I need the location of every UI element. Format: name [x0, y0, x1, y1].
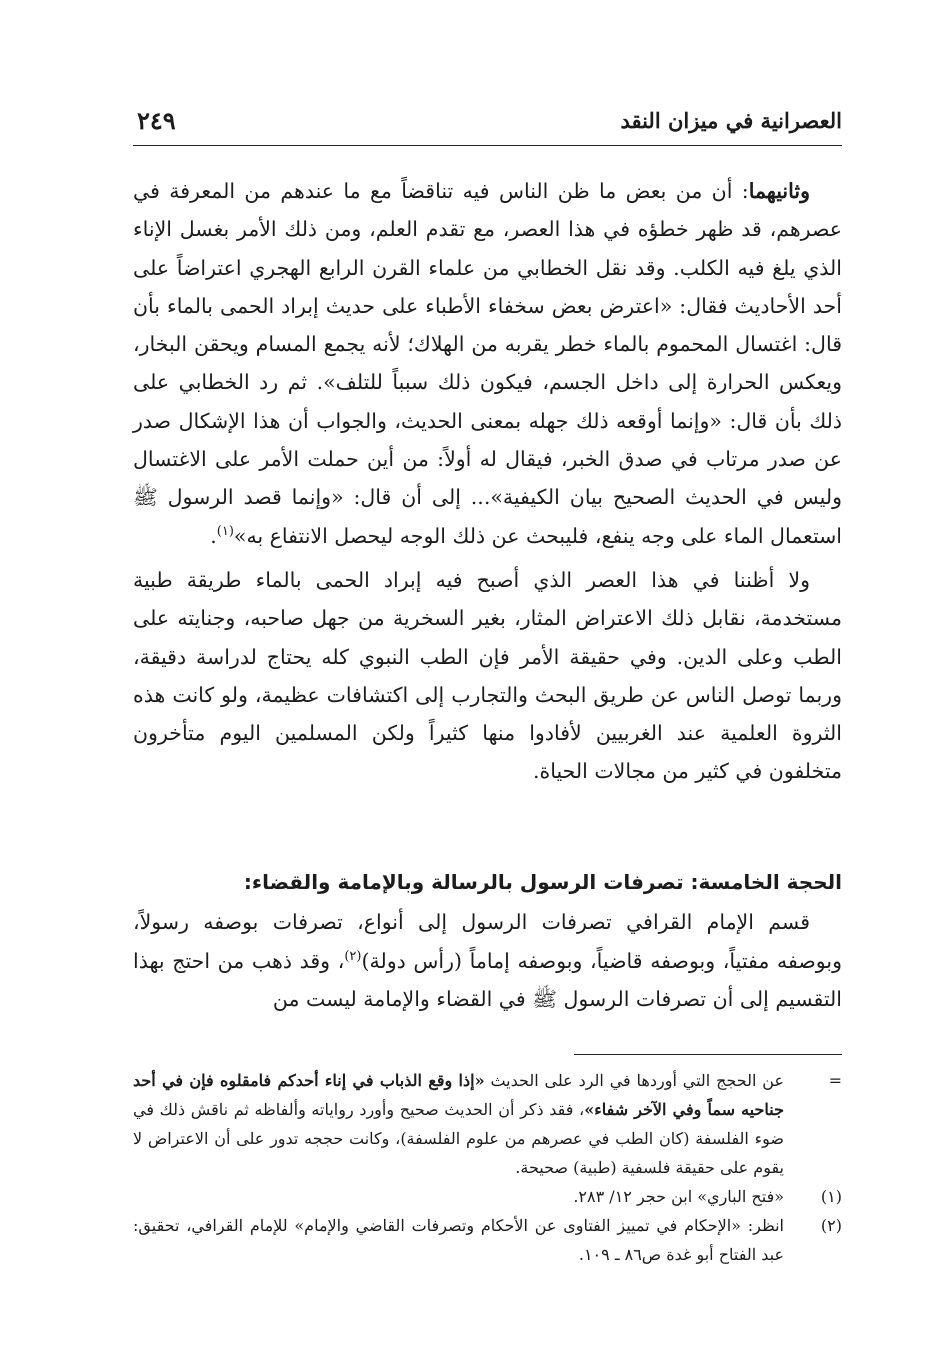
footnote-1-mark: (١): [820, 1187, 842, 1206]
page-header: [133, 104, 842, 144]
paragraph-1-lead: وثانيهما: [748, 179, 810, 203]
footnotes: [133, 1066, 842, 1269]
footnote-continuation-text-a: عن الحجج التي أوردها في الرد على الحديث: [484, 1071, 785, 1090]
paragraph-3-text-a: قسم الإمام القرافي تصرفات الرسول إلى أنواع، تصرفات بوصفه رسولاً، وبوصفه مفتياً، وبوصفه قاضياً، وبوصفه إماماً (رأس دولة): [133, 910, 842, 973]
paragraph-2: ولا أظننا في هذا العصر الذي أصبح فيه إبراد الحمى بالماء طريقة طبية مستخدمة، نقابل ذلك الاعتراض المثار، بغير السخرية من جهل صاحبه، وجنايته على الطب وعلى الدين. وفي حقيقة الأمر فإن الطب النبوي كله يحتاج لدراسة دقيقة، وربما توصل الناس عن طريق البحث والتجارب إلى اكتشافات عظيمة، ولو كانت هذه الثروة العلمية عند الغربيين لأفادوا منها كثيراً ولكن المسلمين اليوم متأخرون متخلفون في كثير من مجالات الحياة.: [133, 567, 842, 784]
running-title: العصرانية في ميزان النقد: [620, 108, 842, 133]
footnote-2-mark: (٢): [820, 1216, 842, 1235]
section-text: [133, 903, 842, 1019]
footnote-rule: [574, 1054, 842, 1055]
footnote-ref-1[interactable]: (١): [216, 523, 234, 539]
footnote-2-text: انظر: «الإحكام في تمييز الفتاوى عن الأحكام وتصرفات القاضي والإمام» للإمام القرافي، تحقيق: عبد الفتاح أبو غدة ص٨٦ ـ ١٠٩.: [133, 1216, 784, 1264]
main-text: [133, 172, 842, 791]
page-number: ٢٤٩: [137, 106, 176, 135]
footnote-continuation-text-b: ، فقد ذكر أن الحديث صحيح وأورد رواياته وألفاظه ثم ناقش ذلك في ضوء الفلسفة (كان الطب في عصرهم من علوم الفلسفة)، وكانت حججه تدور على أن الاعتراض لا يقوم على حقيقة فلسفية (طبية) صحيحة.: [133, 1100, 785, 1177]
footnote-continuation-hadith: «إذا وقع الذباب في إناء أحدكم فامقلوه فإن في أحد جناحيه سماً وفي الآخر شفاء»: [133, 1071, 784, 1119]
header-rule: [133, 145, 842, 146]
footnote-2: [133, 1211, 842, 1269]
footnote-continuation-mark: =: [828, 1071, 842, 1090]
paragraph-1: [133, 172, 842, 555]
paragraph-3: [133, 903, 842, 1019]
paragraph-1-text: : أن من بعض ما ظن الناس فيه تناقضاً مع ما عندهم من المعرفة في عصرهم، قد ظهر خطؤه في هذا العصر، مع تقدم العلم، ومن ذلك الأمر بغسل الإناء الذي يلغ فيه الكلب. وقد نقل الخطابي من علماء القرن الرابع الهجري اعتراضاً على أحد الأحاديث فقال: «اعترض بعض سخفاء الأطباء على حديث إبراد الحمى بالماء بأن قال: اغتسال المحموم بالماء خطر يقربه من الهلاك؛ لأنه يجمع المسام ويحقن البخار، ويعكس الحرارة إلى داخل الجسم، فيكون ذلك سبباً للتلف». ثم رد الخطابي على ذلك بأن قال: «وإنما أوقعه ذلك جهله بمعنى الحديث، والجواب أن هذا الإشكال صدر عن صدر مرتاب في صدق الخبر، فيقال له أولاً: من أين حملت الأمر على الاغتسال وليس في الحديث الصحيح بيان الكيفية»... إلى أن قال: «وإنما قصد الرسول ﷺ استعمال الماء على وجه ينفع، فليبحث عن ذلك الوجه ليحصل الانتفاع به»: [133, 179, 842, 548]
footnote-1: [133, 1182, 842, 1211]
footnote-1-text: «فتح الباري» ابن حجر ١٢/ ٢٨٣.: [573, 1187, 784, 1206]
paragraph-3-text-b: ، وقد ذهب من احتج بهذا التقسيم إلى أن تصرفات الرسول ﷺ في القضاء والإمامة ليست من: [133, 948, 842, 1011]
footnote-ref-2[interactable]: (٢): [344, 948, 362, 964]
footnote-continuation: [133, 1066, 842, 1182]
paragraph-1-end: .: [210, 523, 217, 548]
section-heading: الحجة الخامسة: تصرفات الرسول بالرسالة وبالإمامة والقضاء:: [243, 870, 842, 894]
